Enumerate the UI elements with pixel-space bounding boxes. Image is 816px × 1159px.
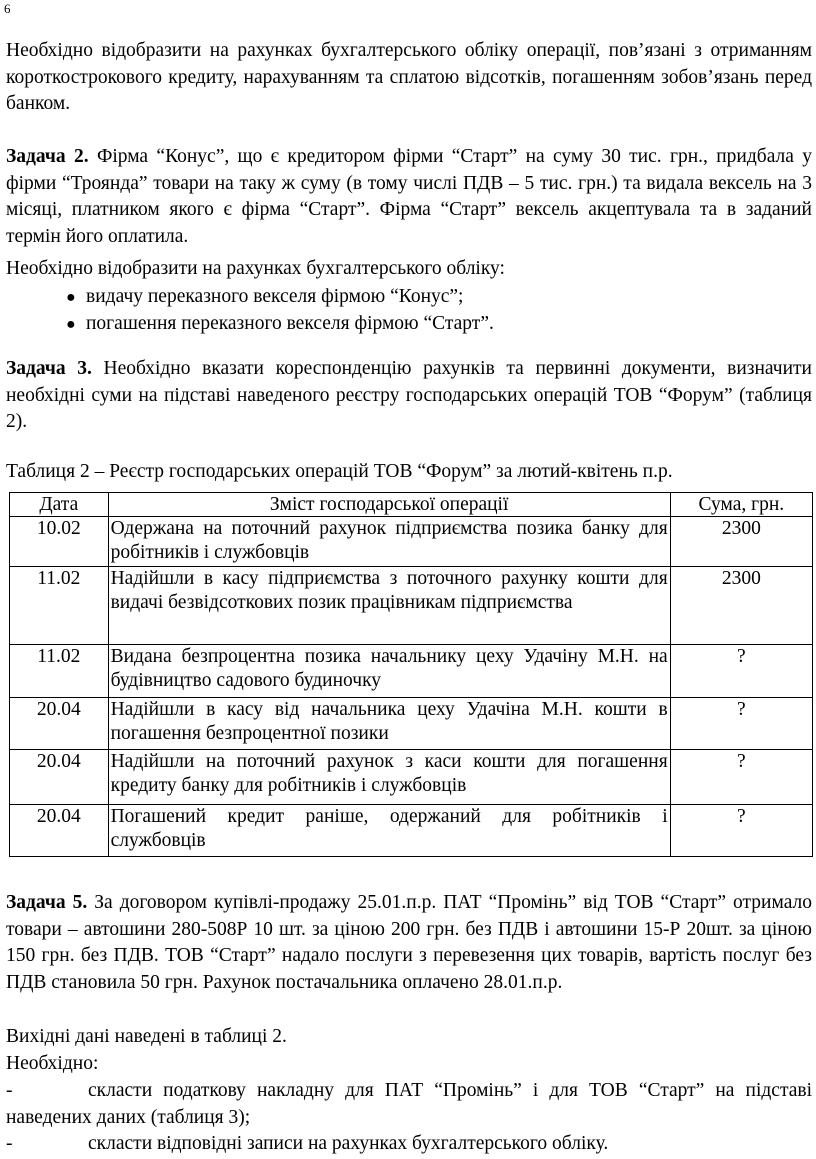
task3-paragraph [6, 356, 812, 436]
row-date: 10.02 [10, 517, 109, 567]
task2-bullet-text: видачу переказного векселя фірмою “Конус”; [86, 286, 464, 307]
header-content: Зміст господарської операції [108, 493, 670, 517]
task5-paragraph [6, 890, 812, 996]
bullet-icon: ● [66, 316, 76, 333]
task5-need: Необхідно: [6, 1053, 99, 1074]
task2-text: Фірма “Конус”, що є кредитором фірми “Старт” на суму 30 тис. грн., придбала у фірми “Троянда” товари на таку ж суму (в тому числі ПДВ – 5 тис. грн.) та видала вексель на 3 місяці, платником якого є фірма “Старт”. Фірма “Старт” вексель акцептувала та в заданий термін його оплатила. [6, 146, 813, 247]
operations-register-table [9, 492, 813, 857]
row-sum: ? [670, 698, 812, 750]
table-header-row [10, 493, 813, 517]
row-date: 11.02 [10, 645, 109, 698]
row-sum: ? [670, 750, 812, 805]
row-text: Надійшли на поточний рахунок з каси кошти для погашення кредиту банку для робітників і службовців [108, 750, 670, 805]
dash-marker: - [6, 1080, 13, 1101]
task2-need: Необхідно відобразити на рахунках бухгалтерського обліку: [6, 258, 505, 279]
table-row [10, 750, 813, 805]
row-text: Надійшли в касу від начальника цеху Удачіна М.Н. кошти в погашення безпроцентної позики [108, 698, 670, 750]
task2-bullet-text: погашення переказного векселя фірмою “Старт”. [86, 313, 494, 334]
task2-bullet [66, 311, 494, 339]
row-sum: ? [670, 645, 812, 698]
task2-bullet [66, 284, 463, 312]
table-row [10, 517, 813, 567]
row-text: Надійшли в касу підприємства з поточного рахунку кошти для видачі безвідсоткових позик працівникам підприємства [108, 567, 670, 645]
row-sum: 2300 [670, 567, 812, 645]
bullet-icon: ● [66, 289, 76, 306]
table-caption: Таблиця 2 – Реєстр господарських операцій ТОВ “Форум” за лютий-квітень п.р. [6, 461, 673, 482]
row-text: Видана безпроцентна позика начальнику цеху Удачіну М.Н. на будівництво садового будиночку [108, 645, 670, 698]
task2-paragraph [6, 144, 812, 250]
task5-source: Вихідні дані наведені в таблиці 2. [6, 1026, 287, 1047]
dash-marker: - [6, 1133, 13, 1154]
row-date: 20.04 [10, 698, 109, 750]
intro-paragraph: Необхідно відобразити на рахунках бухгалтерського обліку операції, пов’язані з отриманням короткострокового кредиту, нарахуванням та сплатою відсотків, погашенням зобов’язань перед банком. [6, 40, 812, 114]
task2-label: Задача 2. [6, 146, 89, 167]
table-row [10, 698, 813, 750]
row-text: Одержана на поточний рахунок підприємства позика банку для робітників і службовців [108, 517, 670, 567]
task5-text: За договором купівлі-продажу 25.01.п.р. ПАТ “Промінь” від ТОВ “Старт” отримало товари – автошини 280-508Р 10 шт. за ціною 200 грн. без ПДВ і автошини 15-Р 20шт. за ціною 150 грн. без ПДВ. ТОВ “Старт” надало послуги з перевезення цих товарів, вартість послуг без ПДВ становила 50 грн. Рахунок постачальника оплачено 28.01.п.р. [6, 892, 812, 993]
task5-item [6, 1131, 608, 1158]
row-date: 20.04 [10, 750, 109, 805]
table-row [10, 645, 813, 698]
row-date: 11.02 [10, 567, 109, 645]
table-row [10, 805, 813, 857]
header-date: Дата [10, 493, 109, 517]
row-sum: 2300 [670, 517, 812, 567]
task5-label: Задача 5. [6, 892, 88, 913]
task5-item-text: скласти податкову накладну для ПАТ “Промінь” і для ТОВ “Старт” на підставі наведених даних (таблиця 3); [6, 1080, 812, 1128]
row-text: Погашений кредит раніше, одержаний для робітників і службовців [108, 805, 670, 857]
row-sum: ? [670, 805, 812, 857]
table-row [10, 567, 813, 645]
task5-item-text: скласти відповідні записи на рахунках бухгалтерського обліку. [88, 1133, 609, 1154]
header-sum: Сума, грн. [670, 493, 812, 517]
row-date: 20.04 [10, 805, 109, 857]
task5-item [6, 1078, 812, 1131]
task3-label: Задача 3. [6, 358, 92, 379]
page-number: 6 [4, 1, 11, 16]
task3-text: Необхідно вказати кореспонденцію рахунків та первинні документи, визначити необхідні суми на підставі наведеного реєстру господарських операцій ТОВ “Форум” (таблиця 2). [6, 358, 812, 432]
